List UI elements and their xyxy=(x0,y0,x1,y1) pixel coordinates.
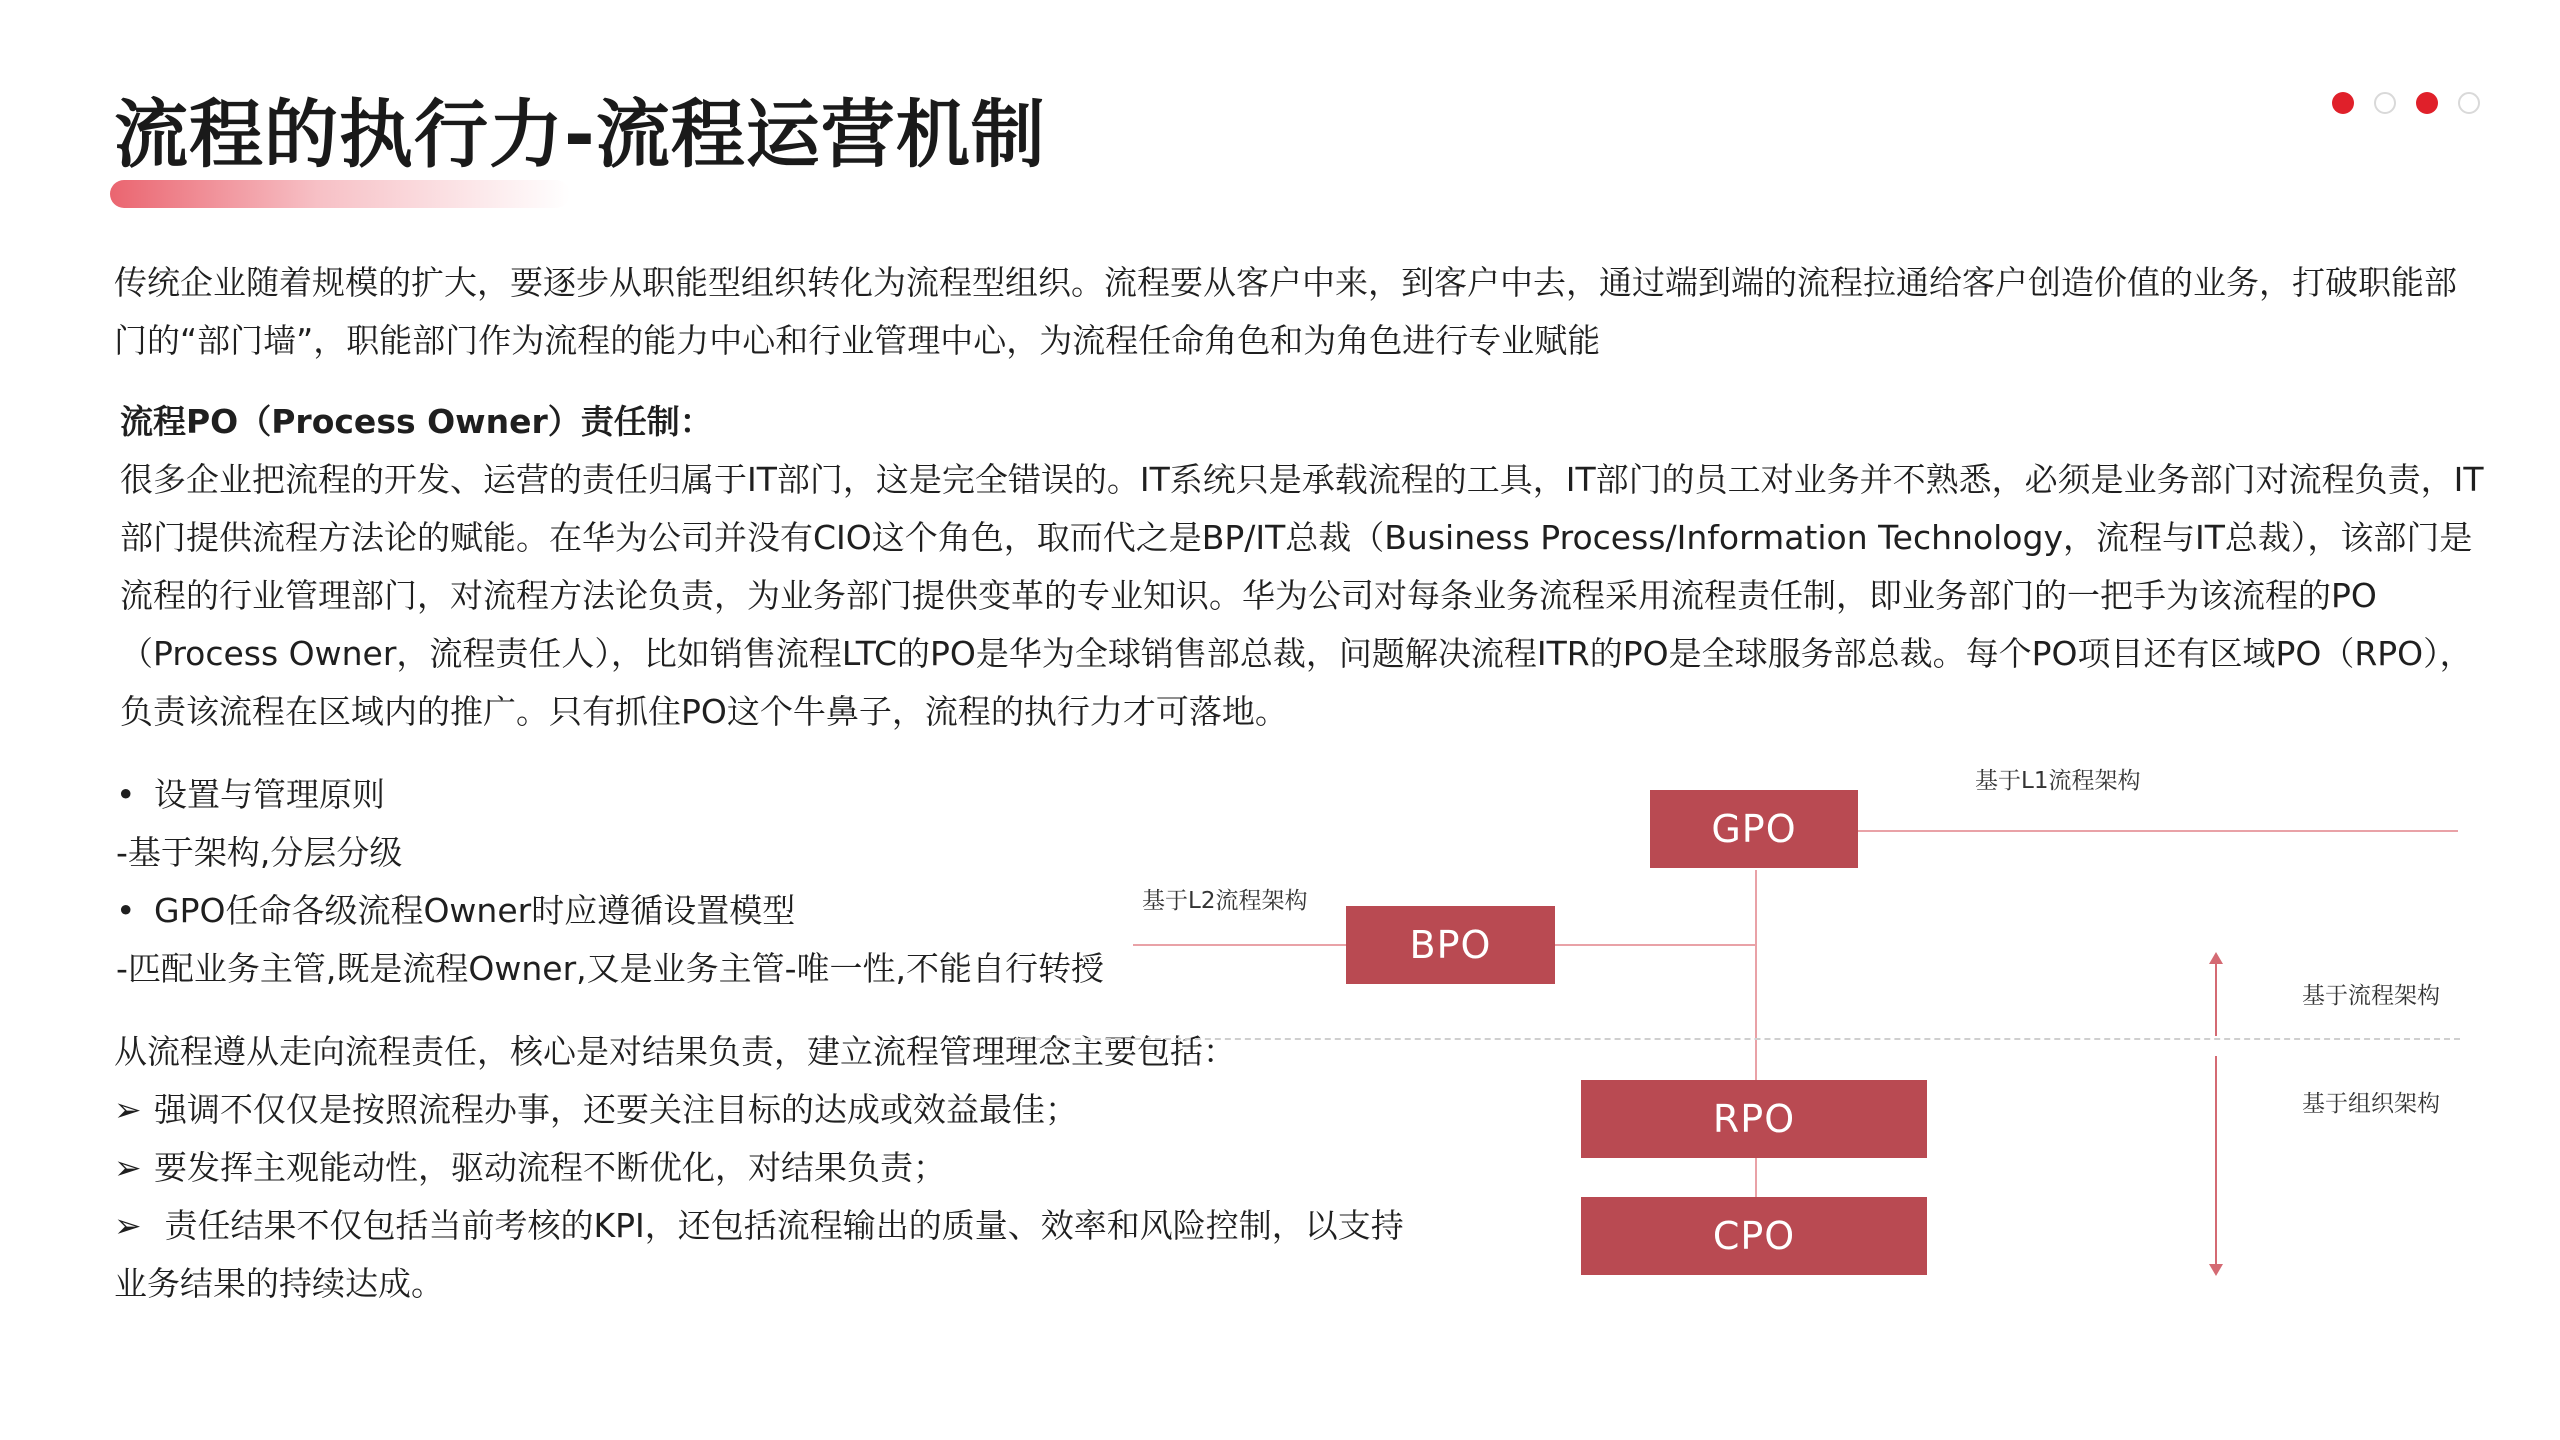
principle-item-1-sub: -基于架构,分层分级 xyxy=(116,833,403,872)
label-process-architecture: 基于流程架构 xyxy=(2302,983,2440,1009)
po-body-paragraph: 很多企业把流程的开发、运营的责任归属于IT部门，这是完全错误的。IT系统只是承载流程的工具，IT部门的员工对业务并不熟悉，必须是业务部门对流程负责，IT部门提供流程方法论的赋能。在华为公司并没有CIO这个角色，取而代之是BP/IT总裁（Business Process/Information Technology，流程与IT总裁），该部门是流程的行业管理部门，对流程方法论负责，为业务部门提供变革的专业知识。华为公司对每条业务流程采用流程责任制，即业务部门的一把手为该流程的PO（Process Owner，流程责任人），比如销售流程LTC的PO是华为全球销售部总裁，问题解决流程ITR的PO是全球服务部总裁。每个PO项目还有区域PO（RPO），负责该流程在区域内的推广。只有抓住PO这个牛鼻子，流程的执行力才可落地。 xyxy=(120,460,2484,731)
responsibility-item-2: 要发挥主观能动性，驱动流程不断优化，对结果负责； xyxy=(154,1148,946,1187)
arrow-bullet-icon: ➢ xyxy=(114,1206,142,1245)
title-underline-decoration xyxy=(110,180,570,208)
arrow-bullet-icon: ➢ xyxy=(114,1148,142,1187)
responsibility-item-3: 责任结果不仅包括当前考核的KPI，还包括流程输出的质量、效率和风险控制，以支持 xyxy=(164,1206,1404,1245)
list-item xyxy=(116,766,1126,824)
list-item xyxy=(116,940,1126,998)
connector-bpo-left xyxy=(1133,944,1346,946)
gpo-box: GPO xyxy=(1650,790,1858,868)
principle-item-2-sub: -匹配业务主管,既是流程Owner,又是业务主管-唯一性,不能自行转授 xyxy=(116,949,1105,988)
divider-dashed xyxy=(1015,1038,2460,1040)
bpo-box: BPO xyxy=(1346,906,1555,984)
arrow-up-icon xyxy=(2215,962,2217,1036)
principle-item-1: 设置与管理原则 xyxy=(154,775,385,814)
bullet-icon: • xyxy=(116,891,136,930)
list-item xyxy=(114,1197,1414,1255)
connector-gpo-right xyxy=(1858,830,2458,832)
arrow-bullet-icon: ➢ xyxy=(114,1090,142,1129)
list-item xyxy=(116,882,1126,940)
cpo-box: CPO xyxy=(1581,1197,1927,1275)
intro-paragraph: 传统企业随着规模的扩大，要逐步从职能型组织转化为流程型组织。流程要从客户中来，到客户中去，通过端到端的流程拉通给客户创造价值的业务，打破职能部门的“部门墙”，职能部门作为流程的能力中心和行业管理中心，为流程任命角色和为角色进行专业赋能 xyxy=(114,263,2457,360)
pagination-dots xyxy=(2332,92,2480,114)
list-item xyxy=(114,1081,1414,1139)
list-item xyxy=(116,824,1126,882)
label-l2-architecture: 基于L2流程架构 xyxy=(1142,888,1308,914)
responsibility-lead: 从流程遵从走向流程责任，核心是对结果负责，建立流程管理理念主要包括： xyxy=(114,1032,1236,1071)
pagination-dot-3[interactable] xyxy=(2416,92,2438,114)
bullet-icon: • xyxy=(116,775,136,814)
page-title: 流程的执行力-流程运营机制 xyxy=(114,92,1046,178)
pagination-dot-1[interactable] xyxy=(2332,92,2354,114)
principle-item-2: GPO任命各级流程Owner时应遵循设置模型 xyxy=(154,891,796,930)
responsibility-section xyxy=(114,1023,1414,1313)
pagination-dot-4[interactable] xyxy=(2458,92,2480,114)
label-l1-architecture: 基于L1流程架构 xyxy=(1975,768,2141,794)
pagination-dot-2[interactable] xyxy=(2374,92,2396,114)
label-org-architecture: 基于组织架构 xyxy=(2302,1091,2440,1117)
responsibility-continuation: 业务结果的持续达成。 xyxy=(114,1264,444,1303)
principles-list xyxy=(116,766,1126,998)
arrow-down-icon xyxy=(2215,1056,2217,1266)
rpo-box: RPO xyxy=(1581,1080,1927,1158)
connector-bpo-right xyxy=(1555,944,1755,946)
po-heading: 流程PO（Process Owner）责任制： xyxy=(120,402,713,441)
list-item xyxy=(114,1139,1414,1197)
responsibility-item-1: 强调不仅仅是按照流程办事，还要关注目标的达成或效益最佳； xyxy=(154,1090,1078,1129)
connector-vertical xyxy=(1755,870,1757,1230)
